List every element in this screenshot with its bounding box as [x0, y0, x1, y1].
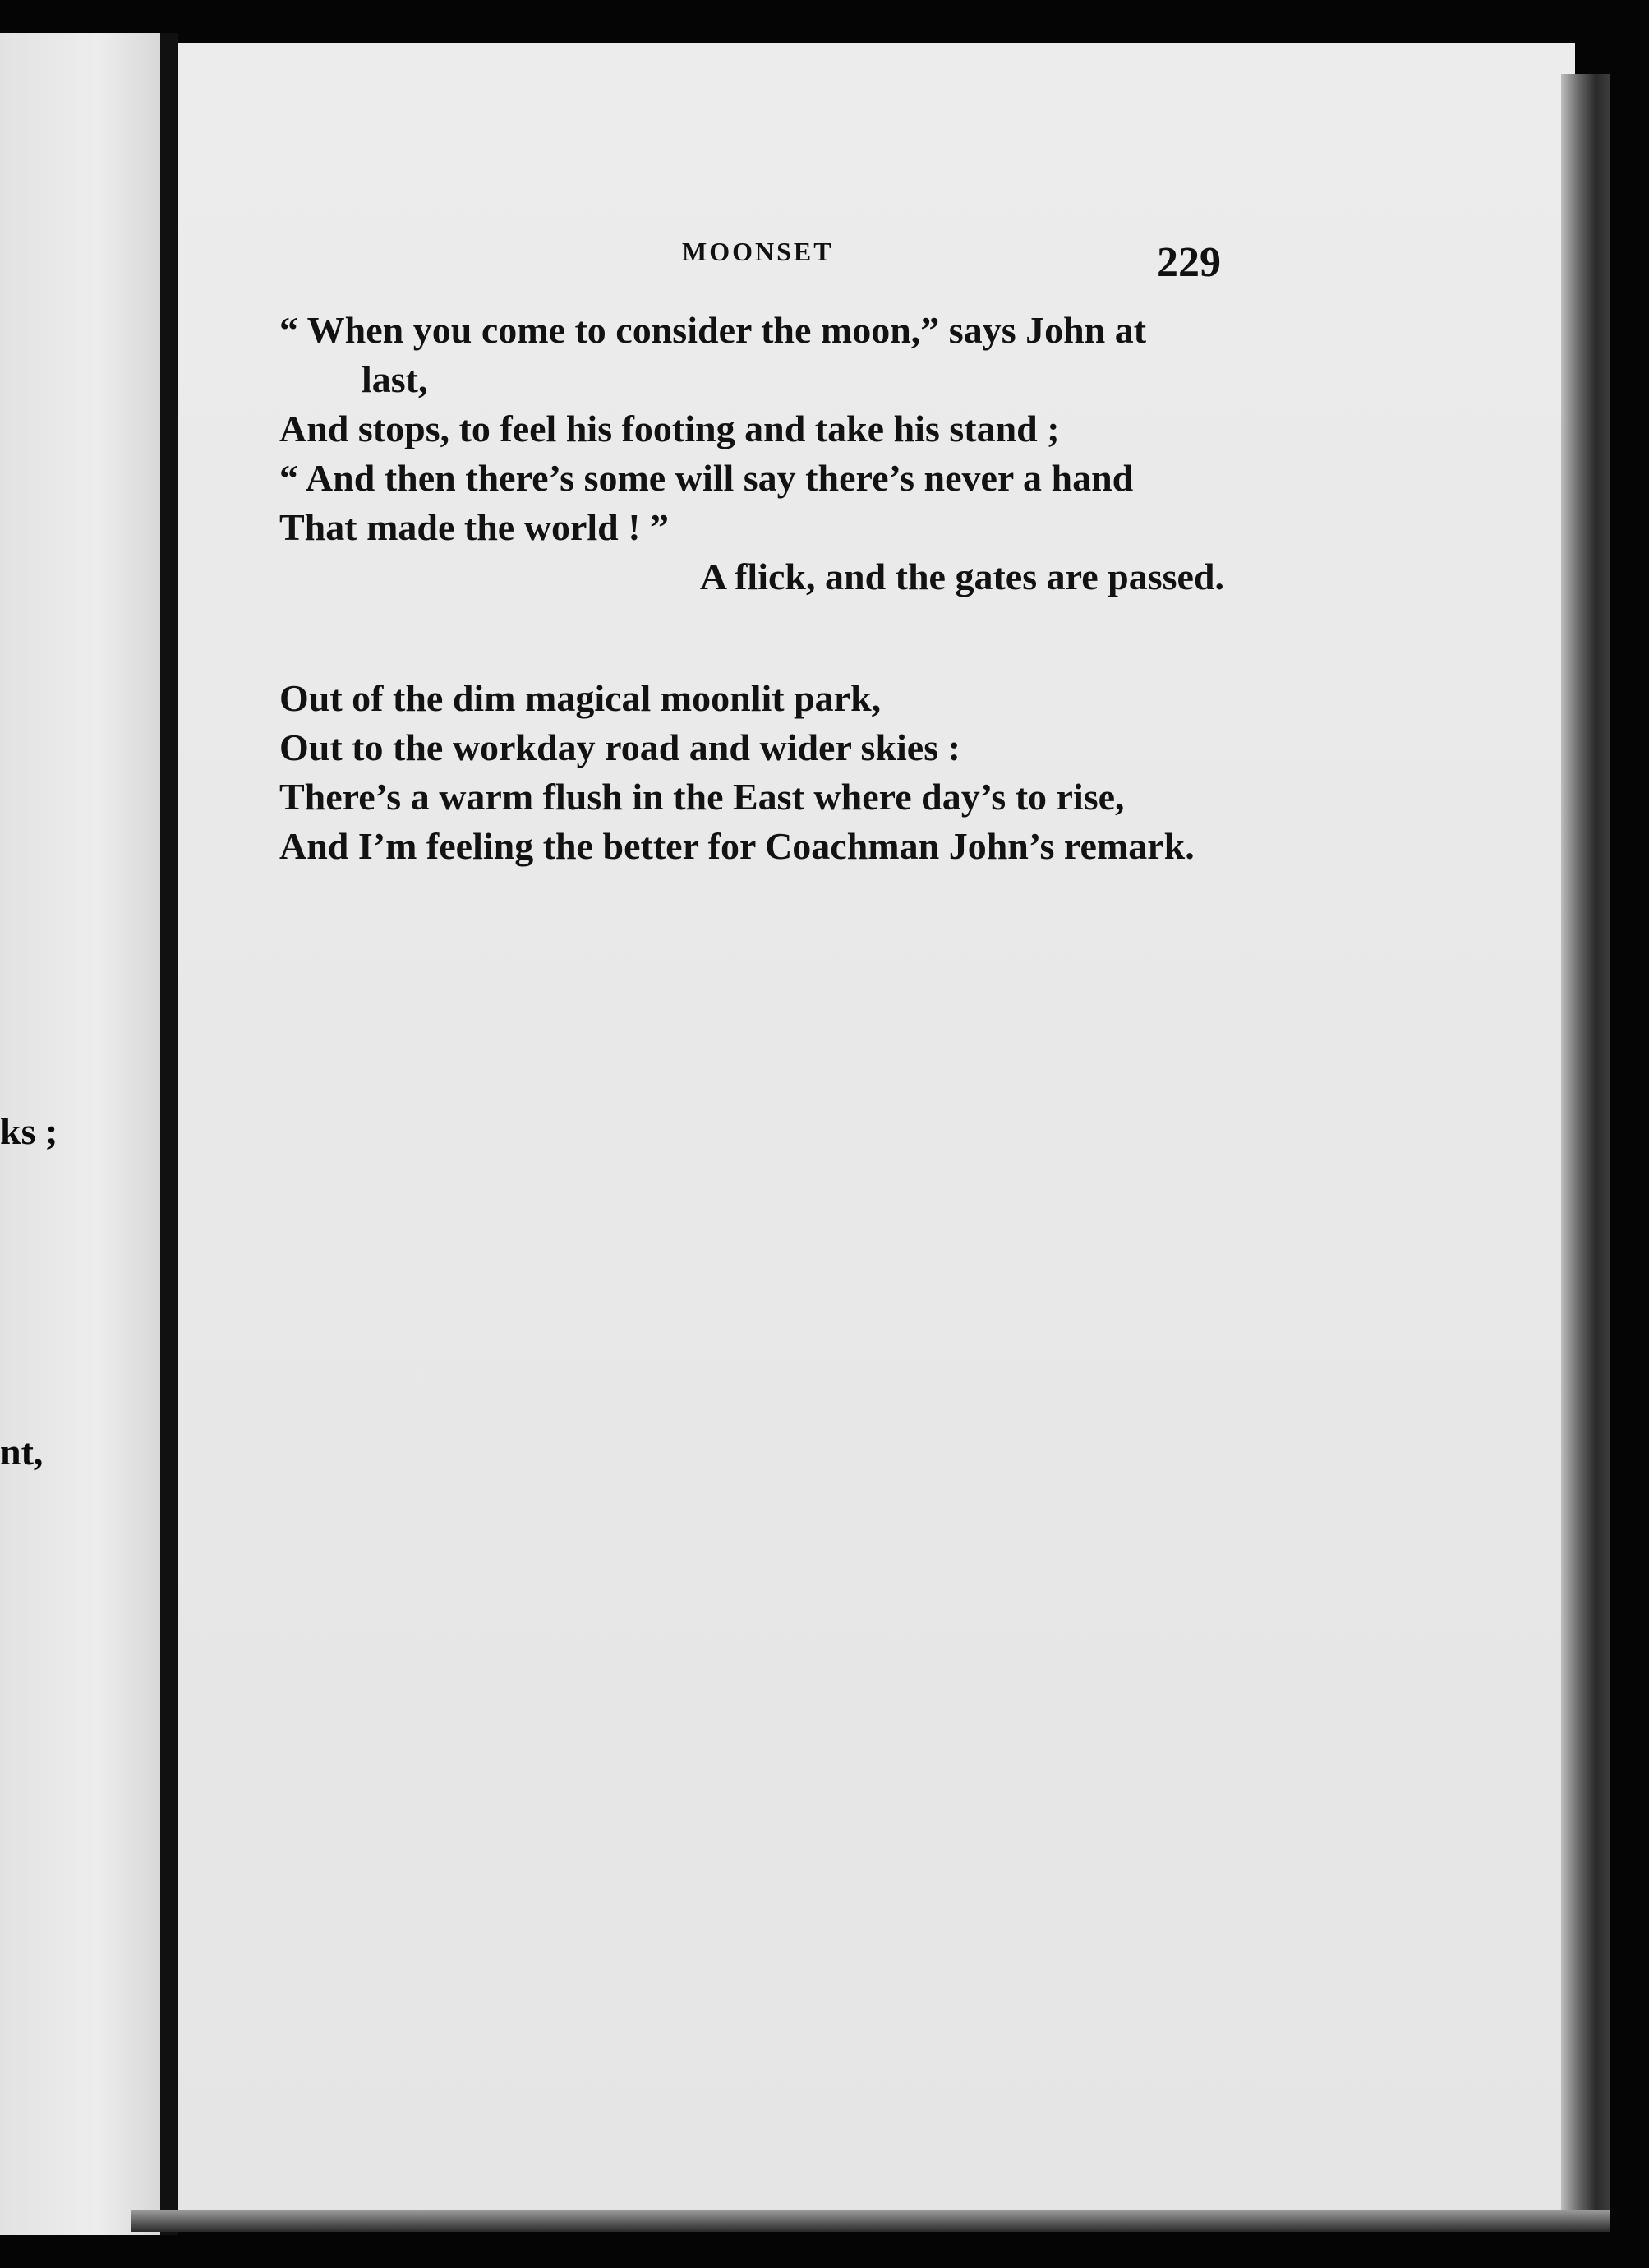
poem-line: There’s a warm flush in the East where day’s to rise,: [279, 776, 1125, 818]
page-edge-bottom: [131, 2210, 1610, 2232]
book-gutter: [160, 33, 178, 2235]
facing-page-text-fragment: nt,: [0, 1431, 44, 1473]
poem-line-dropped: A flick, and the gates are passed.: [699, 555, 1224, 597]
page-edge-right: [1561, 74, 1610, 2219]
facing-page-left: [0, 33, 160, 2235]
stanza-2: [279, 674, 1232, 871]
poem-line: “ When you come to consider the moon,” says John at: [279, 309, 1147, 351]
poem-line: “ And then there’s some will say there’s never a hand: [279, 457, 1134, 499]
poem-line: That made the world ! ”: [279, 506, 670, 548]
facing-page-text-fragment: ks ;: [0, 1110, 58, 1152]
poem-line: Out to the workday road and wider skies :: [279, 726, 960, 768]
poem-line-continuation: last,: [362, 358, 428, 400]
poem-line: Out of the dim magical moonlit park,: [279, 677, 882, 719]
stanza-1: [279, 306, 1232, 602]
running-head: MOONSET: [682, 237, 834, 266]
page-number: 229: [1157, 239, 1221, 286]
poem-line: And I’m feeling the better for Coachman John’s remark.: [279, 825, 1195, 867]
poem-line: And stops, to feel his footing and take his stand ;: [279, 408, 1060, 449]
